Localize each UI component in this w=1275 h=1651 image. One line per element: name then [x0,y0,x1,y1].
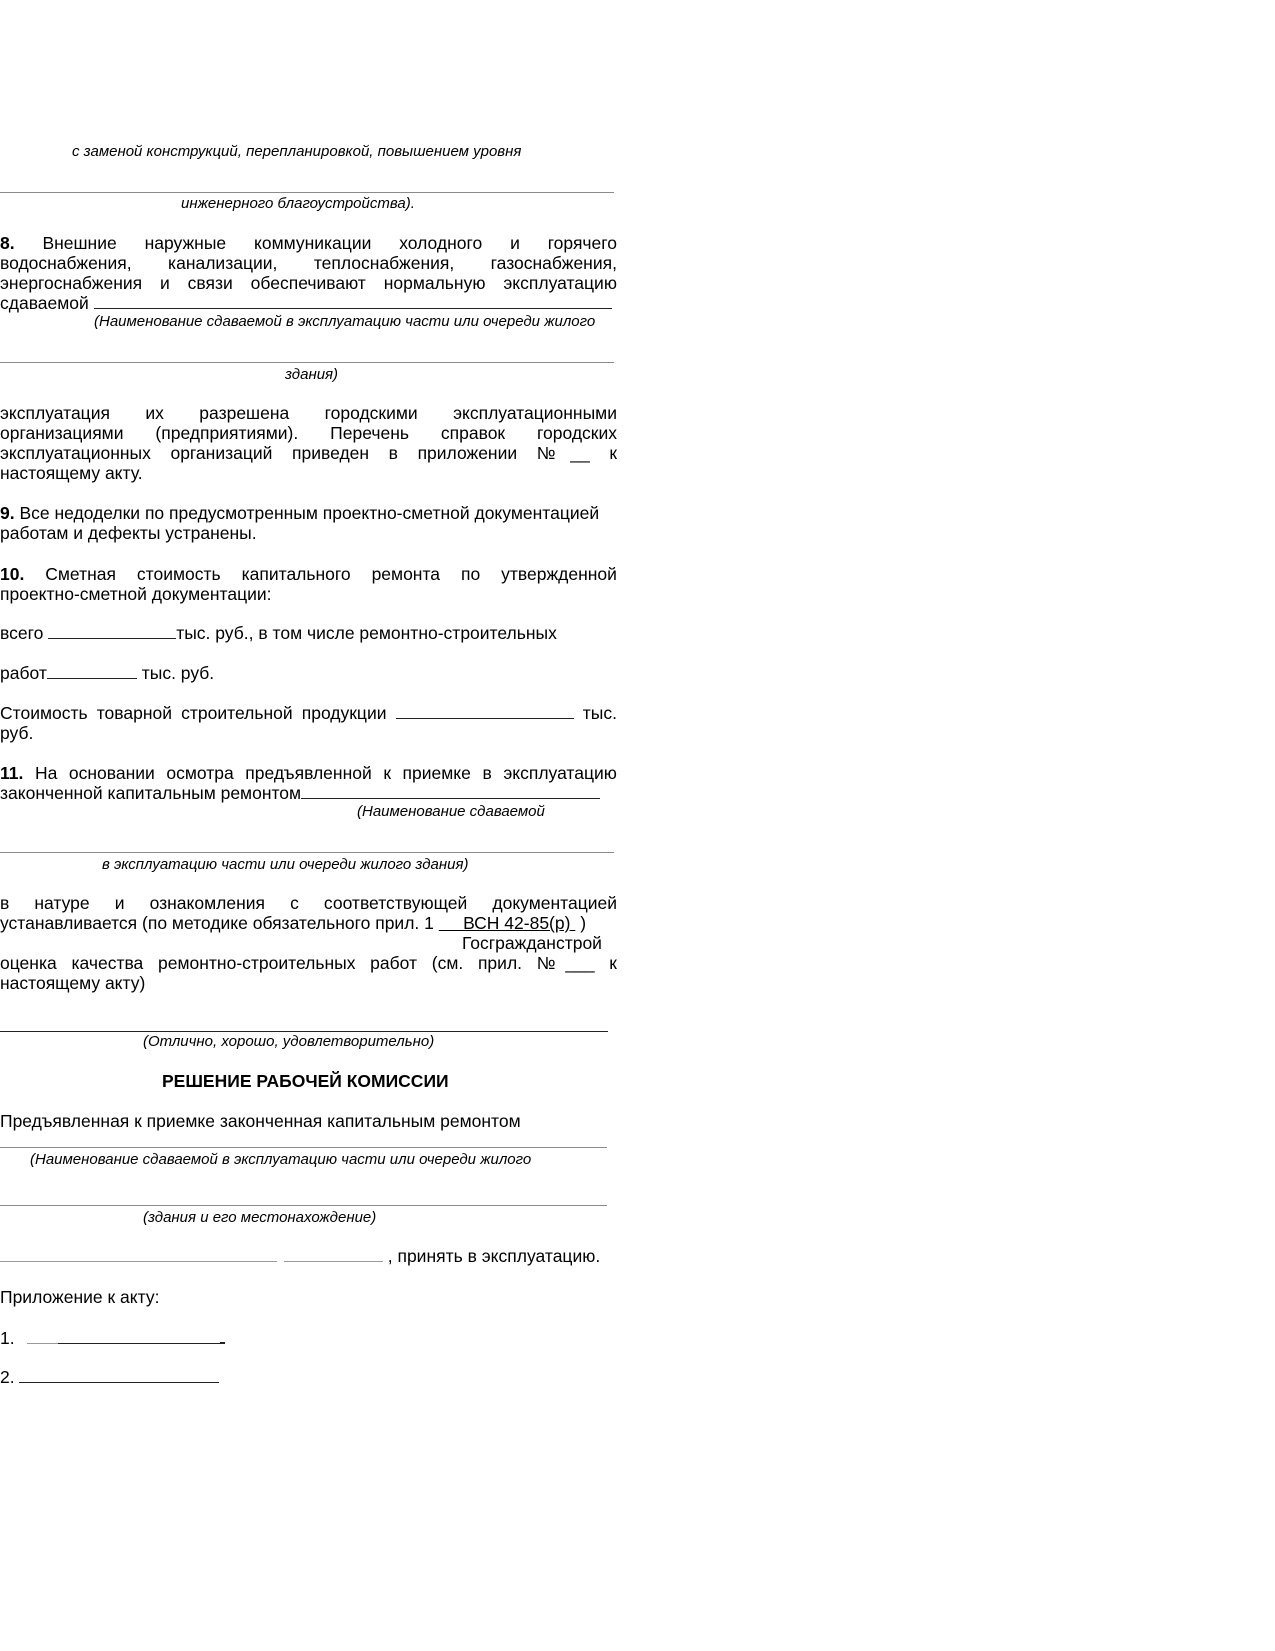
caption-object-part: в эксплуатацию части или очереди жилого здания) [102,856,469,873]
appendix-title: Приложение к акту: [0,1287,160,1307]
accept-field-1[interactable] [0,1246,277,1262]
item-8-paragraph [0,233,617,313]
item-8-line-2: водоснабжения, канализации, теплоснабжения, газоснабжения, [0,253,617,273]
appendix-field[interactable] [27,1328,58,1344]
appendix-item-1: 1. [0,1327,225,1348]
blank-line[interactable] [0,1147,607,1148]
item-8-line-1: 8. Внешние наружные коммуникации холодного и горячего [0,233,618,253]
caption-object-name: (Наименование сдаваемой [357,803,545,820]
commodity-cost-field[interactable] [396,703,574,719]
caption-object-name: (Наименование сдаваемой в эксплуатацию части или очереди жилого [30,1151,532,1168]
blank-line[interactable] [0,1205,607,1206]
item-number: 8. [0,233,15,253]
caption-building-location: (здания и его местонахождение) [143,1209,377,1226]
quality-assessment-paragraph: оценка качества ремонтно-строительных работ (см. прил. №___ к настоящему акту) [0,953,617,993]
item-11-paragraph: 11. На основании осмотра предъявленной к приемке в эксплуатацию законченной капитальным ремонтом [0,763,617,803]
item-number: 9. [0,503,15,523]
blank-line[interactable] [0,852,614,853]
blank-line[interactable] [0,362,614,363]
appendix-field[interactable] [58,1328,220,1344]
item-10-paragraph: 10. Сметная стоимость капитального ремонта по утвержденной проектно-сметной документации: [0,564,617,604]
appendix-item-2: 2. [0,1367,219,1387]
total-cost-line: всего тыс. руб., в том числе ремонтно-строительных [0,623,557,643]
caption-replacement-note: с заменой конструкций, перепланировкой, повышением уровня [72,143,522,160]
item-8-line-4: сдаваемой [0,293,617,313]
item-11-continuation: в натуре и ознакомления с соответствующей документацией устанавливается (по методике обязательного прил. 1 ВСН 42-85(р) ) [0,893,618,933]
total-cost-field[interactable] [48,623,176,639]
item-9-paragraph: 9. Все недоделки по предусмотренным проектно-сметной документацией работам и дефекты устранены. [0,503,600,543]
accept-field-2[interactable] [284,1246,383,1262]
works-cost-line: работ тыс. руб. [0,663,215,683]
decision-heading: РЕШЕНИЕ РАБОЧЕЙ КОМИССИИ [162,1071,449,1091]
regulation-org: Госгражданстрой [462,933,602,953]
works-cost-field[interactable] [47,663,137,679]
decision-text: Предъявленная к приемке законченная капитальным ремонтом [0,1111,521,1131]
accept-line: , принять в эксплуатацию. [0,1246,600,1266]
item-number: 10. [0,564,25,584]
commodity-cost-paragraph: Стоимость товарной строительной продукции тыс. руб. [0,703,617,743]
item-number: 11. [0,763,24,783]
blank-line [0,192,614,193]
object-name-field[interactable] [301,783,600,799]
item-8-continuation: эксплуатация их разрешена городскими эксплуатационными организациями (предприятиями). Перечень справок городских эксплуатационных организаций приведен в приложении №__ к настоящему акту. [0,403,617,483]
regulation-reference: ВСН 42-85(р) [463,913,571,933]
caption-building: здания) [285,366,339,383]
quality-grade-field[interactable] [0,1031,608,1032]
caption-object-name: (Наименование сдаваемой в эксплуатацию части или очереди жилого [94,313,596,330]
caption-grade-options: (Отлично, хорошо, удовлетворительно) [143,1033,435,1050]
caption-engineering: инженерного благоустройства). [181,195,415,212]
appendix-field[interactable] [19,1367,219,1383]
fill-in-field[interactable] [94,293,612,309]
item-8-line-3: энергоснабжения и связи обеспечивают нормальную эксплуатацию [0,273,617,293]
